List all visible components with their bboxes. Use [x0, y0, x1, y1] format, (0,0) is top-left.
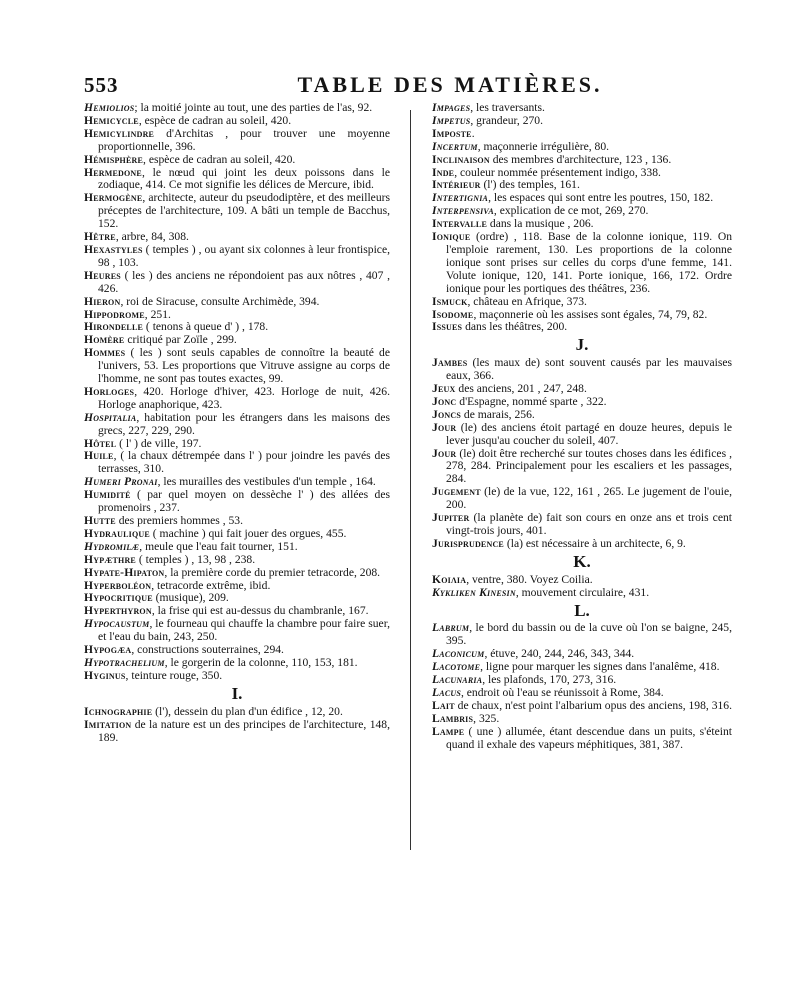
entry-text: , les espaces qui sont entre les poutres, 150, 182.: [488, 191, 714, 205]
entry-text: (l'), dessein du plan d'un édifice , 12, 20.: [152, 704, 343, 718]
entry-text: dans la musique , 206.: [487, 217, 594, 231]
entry-text: de chaux, n'est point l'albarium opus des anciens, 198, 316.: [454, 698, 732, 712]
entry-text: de la nature est un des principes de l'architecture, 148, 189.: [98, 717, 390, 744]
entry-text: (le) doit être recherché sur toutes choses dans les édifices , 278, 284. Principalement pour les escaliers et les passages, 284.: [446, 446, 732, 486]
entry-text: ( les ) des anciens ne répondoient pas aux nôtres , 407 , 426.: [98, 268, 390, 295]
entry-text: ( une ) allumée, étant descendue dans un puits, s'éteint quand il exhale des vapeurs méphitiques, 381, 387.: [446, 724, 732, 751]
entry-headword: Jonc: [432, 394, 457, 408]
section-letter-i: I.: [231, 683, 243, 703]
index-entry: [84, 244, 390, 270]
entry-text: , 325.: [473, 711, 500, 725]
entry-headword: Heures: [84, 268, 121, 282]
entry-headword: Hypæthre: [84, 552, 136, 566]
entry-text: (musique), 209.: [152, 591, 229, 605]
index-entry: [84, 347, 390, 386]
entry-headword: Humeri Pronai: [84, 475, 158, 489]
entry-headword: Humidité: [84, 488, 131, 502]
entry-headword: Hexastyles: [84, 242, 143, 256]
entry-text: ( les ) sont seuls capables de connoître la beauté de l'univers, 53. Les proportions que Vitruve assigne au corps de l'homme, ne sont pas toutes exactes, 99.: [98, 346, 390, 386]
entry-headword: Κοιλια: [432, 572, 467, 586]
entry-text: des membres d'architecture, 123 , 136.: [489, 152, 672, 166]
entry-headword: Jambes: [432, 356, 468, 370]
entry-headword: Jeux: [432, 382, 456, 396]
entry-text: , habitation pour les étrangers dans les maisons des grecs, 227, 229, 290.: [98, 410, 390, 437]
section-letter-l: L.: [574, 600, 590, 620]
entry-headword: Joncs: [432, 407, 462, 421]
entry-headword: Hemicycle: [84, 113, 139, 127]
entry-text: , ligne pour marquer les signes dans l'analême, 418.: [480, 660, 720, 674]
entry-text: , grandeur, 270.: [470, 113, 543, 127]
entry-text: dans les théâtres, 200.: [462, 320, 568, 334]
index-entry: [84, 167, 390, 193]
index-entry: [432, 422, 732, 448]
entry-headword: Jurisprudence: [432, 536, 504, 550]
entry-text: (le) de la vue, 122, 161 , 265. Le jugement de l'ouie, 200.: [446, 485, 732, 512]
index-entry: [84, 270, 390, 296]
entry-headword: Jour: [432, 420, 457, 434]
index-entry: [84, 450, 390, 476]
entry-text: , espèce de cadran au soleil, 420.: [138, 113, 292, 127]
entry-headword: Incertum: [432, 139, 478, 153]
entry-headword: Hommes: [84, 346, 126, 360]
entry-headword: Ismuck: [432, 294, 468, 308]
index-entry: [84, 128, 390, 154]
entry-text: , teinture rouge, 350.: [125, 668, 223, 682]
index-entry: [432, 538, 732, 551]
entry-text: ( temples ) , ou ayant six colonnes à leur frontispice, 98 , 103.: [98, 242, 390, 269]
entry-headword: Hyperboléon: [84, 578, 152, 592]
index-entry: [432, 321, 732, 334]
entry-text: , ventre, 380. Voyez Coilia.: [466, 572, 593, 586]
entry-text: , le fourneau qui chauffe la chambre pour faire suer, et l'eau du bain, 243, 250.: [98, 617, 390, 644]
entry-text: , étuve, 240, 244, 246, 343, 344.: [484, 647, 635, 661]
entry-headword: Hyginus: [84, 668, 126, 682]
entry-headword: Issues: [432, 320, 463, 334]
entries-i-continued: [432, 102, 732, 334]
index-entry: [432, 357, 732, 383]
entry-text: ( par quel moyen on dessèche l' ) des allées des promenoirs , 237.: [98, 488, 390, 515]
entry-headword: Hemiolios: [84, 101, 135, 114]
entry-headword: Hippodrome: [84, 307, 145, 321]
entry-text: d'Espagne, nommé sparte , 322.: [456, 394, 607, 408]
entry-headword: Lacunaria: [432, 673, 483, 687]
index-entry: [432, 448, 732, 487]
entry-text: (l') des temples, 161.: [480, 178, 580, 192]
page-number: 553: [84, 73, 119, 97]
entry-text: , 251.: [144, 307, 171, 321]
entry-text: des premiers hommes , 53.: [115, 514, 243, 527]
index-entry: [432, 512, 732, 538]
entry-headword: Interpensiva: [432, 204, 494, 218]
index-entry: [432, 486, 732, 512]
entry-text: , les plafonds, 170, 273, 316.: [482, 673, 617, 687]
index-entry: [84, 386, 390, 412]
entry-headword: Lait: [432, 698, 455, 712]
entry-headword: Homère: [84, 333, 125, 347]
entry-headword: Hospitalia: [84, 410, 137, 424]
entry-headword: Hôtel: [84, 436, 117, 450]
entry-text: (les maux de) sont souvent causés par les mauvaises eaux, 366.: [446, 356, 732, 383]
column-divider: [410, 110, 411, 850]
entry-text: , couleur nommée présentement indigo, 338.: [454, 165, 661, 179]
entry-headword: Inde: [432, 165, 455, 179]
entries-k: [432, 574, 732, 600]
entry-headword: Hermedone: [84, 165, 142, 179]
entry-headword: Lampe: [432, 724, 465, 738]
entry-text: , ( la chaux détrempée dans l' ) pour joindre les pavés des terrasses, 310.: [98, 449, 390, 476]
entry-headword: Lacus: [432, 685, 461, 699]
entry-text: , espèce de cadran au soleil, 420.: [143, 152, 296, 166]
entry-text: , la première corde du premier tetracorde, 208.: [164, 565, 381, 579]
entry-headword: Intervalle: [432, 217, 487, 231]
entry-headword: Hieron: [84, 294, 121, 308]
entry-headword: Lambris: [432, 711, 474, 725]
entry-text: , roi de Siracuse, consulte Archimède, 394.: [120, 294, 320, 308]
index-entry: [432, 115, 732, 128]
entry-text: , explication de ce mot, 269, 270.: [493, 204, 649, 218]
entry-headword: Kykliken Kinesin: [432, 585, 516, 599]
entry-text: d'Architas , pour trouver une moyenne proportionnelle, 396.: [98, 126, 390, 153]
section-letter-k: K.: [573, 551, 591, 571]
running-head: TABLE DES MATIÈRES.: [297, 72, 603, 97]
entry-headword: Intérieur: [432, 178, 481, 192]
index-entry: [84, 719, 390, 745]
entry-text: ( l' ) de ville, 197.: [116, 436, 202, 450]
entry-text: (la planète de) fait son cours en onze ans et trois cent vingt-trois jours, 401.: [446, 511, 732, 537]
entries-i: [84, 706, 390, 745]
entry-text: , le gorgerin de la colonne, 110, 153, 181.: [164, 655, 358, 669]
entry-headword: Jour: [432, 446, 457, 460]
entry-headword: Hyperthyron: [84, 604, 152, 618]
entry-text: des anciens, 201 , 247, 248.: [455, 382, 587, 396]
entry-text: , meule que l'eau fait tourner, 151.: [139, 539, 298, 553]
entry-headword: Hutte: [84, 514, 116, 527]
entry-headword: Horloges: [84, 384, 135, 398]
entry-text: (ordre) , 118. Base de la colonne ionique, 119. On l'emploie rarement, 130. Les proportions de la colonne ionique sont prises sur celles du corps d'une femme, 141. Volute ionique, 120, 141. Porte ionique, 166, 172. Ordre ionique pour les portiques des théâtres, 236.: [446, 230, 732, 295]
entry-text: (la) est nécessaire à un architecte, 6, 9.: [503, 536, 686, 550]
entry-text: .: [471, 126, 475, 140]
index-entry: [432, 231, 732, 296]
entry-headword: Hydraulique: [84, 526, 150, 540]
entry-headword: Imposte: [432, 126, 472, 140]
entry-text: critiqué par Zoïle , 299.: [124, 333, 237, 347]
entries-j: [432, 357, 732, 551]
index-entry: [84, 618, 390, 644]
entry-text: , 420. Horloge d'hiver, 423. Horloge de nuit, 426. Horloge anaphorique, 423.: [98, 384, 390, 411]
entry-headword: Hémisphère: [84, 152, 144, 166]
entries-h: [84, 102, 390, 683]
entry-text: , arbre, 84, 308.: [115, 230, 189, 244]
entry-text: , mouvement circulaire, 431.: [515, 585, 650, 599]
right-column: [432, 102, 732, 752]
entry-text: , tetracorde extrême, ibid.: [151, 578, 271, 592]
entry-headword: Hypate-Hipaton: [84, 565, 165, 579]
entry-headword: Hypogæa: [84, 643, 132, 657]
index-entry: [84, 192, 390, 231]
entry-headword: Isodome: [432, 307, 474, 321]
entry-headword: Jugement: [432, 485, 481, 499]
entry-text: , château en Afrique, 373.: [467, 294, 587, 308]
entry-headword: Jupiter: [432, 511, 470, 525]
entry-headword: Impages: [432, 101, 471, 114]
index-entry: [84, 412, 390, 438]
entry-headword: Inclinaison: [432, 152, 490, 166]
entry-text: de marais, 256.: [461, 407, 535, 421]
entry-headword: Hirondelle: [84, 320, 144, 334]
entry-text: ( temples ) , 13, 98 , 238.: [135, 552, 256, 566]
index-entry: [432, 587, 732, 600]
entry-headword: Huile: [84, 449, 114, 463]
entry-headword: Hypocritique: [84, 591, 153, 605]
entry-text: ( machine ) qui fait jouer des orgues, 455.: [149, 526, 347, 540]
entry-headword: Hypotrachelium: [84, 655, 165, 669]
entry-text: , les murailles des vestibules d'un temple , 164.: [157, 475, 376, 489]
entry-text: , la frise qui est au-dessus du chambranle, 167.: [151, 604, 369, 618]
entry-text: (le) des anciens étoit partagé en douze heures, depuis le lever jusqu'au coucher du soleil, 407.: [446, 420, 732, 447]
section-letter-j: J.: [575, 335, 589, 355]
entry-headword: Hemicylindre: [84, 126, 155, 140]
entries-l: [432, 622, 732, 751]
entry-headword: Impetus: [432, 113, 471, 127]
entry-headword: Ichnographie: [84, 704, 153, 718]
left-column: [84, 102, 390, 744]
entry-headword: Hermogène: [84, 191, 143, 205]
index-entry: [84, 670, 390, 683]
entry-headword: Laconicum: [432, 647, 485, 661]
entry-text: , maçonnerie où les assises sont égales, 74, 79, 82.: [473, 307, 708, 321]
entry-headword: Ionique: [432, 230, 471, 244]
entry-text: , le nœud qui joint les deux poissons dans le zodiaque, 414. Ce mot signifie les délices de Mercure, ibid.: [98, 165, 390, 192]
entry-headword: Imitation: [84, 717, 132, 731]
index-entry: [84, 489, 390, 515]
entry-text: ; la moitié jointe au tout, une des parties de l'as, 92.: [134, 101, 373, 114]
entry-headword: Labrum: [432, 621, 470, 635]
index-entry: [432, 726, 732, 752]
entry-text: , endroit où l'eau se réunissoit à Rome, 384.: [460, 685, 664, 699]
entry-text: ( tenons à queue d' ) , 178.: [143, 320, 269, 334]
entry-text: , les traversants.: [470, 101, 545, 114]
entry-text: , le bord du bassin ou de la cuve où l'on se baigne, 245, 395.: [446, 621, 732, 648]
entry-headword: Hydromilæ: [84, 539, 140, 553]
entry-headword: Intertignia: [432, 191, 489, 205]
entry-headword: Lacotome: [432, 660, 481, 674]
entry-text: , architecte, auteur du pseudodiptère, et des meilleurs préceptes de l'architecture, 109. A bâti un temple de Bacchus, 152.: [98, 191, 390, 231]
entry-headword: Hêtre: [84, 230, 116, 244]
entry-text: , constructions souterraines, 294.: [131, 643, 284, 657]
entry-headword: Hypocaustum: [84, 617, 150, 631]
entry-text: , maçonnerie irrégulière, 80.: [477, 139, 610, 153]
index-entry: [432, 622, 732, 648]
